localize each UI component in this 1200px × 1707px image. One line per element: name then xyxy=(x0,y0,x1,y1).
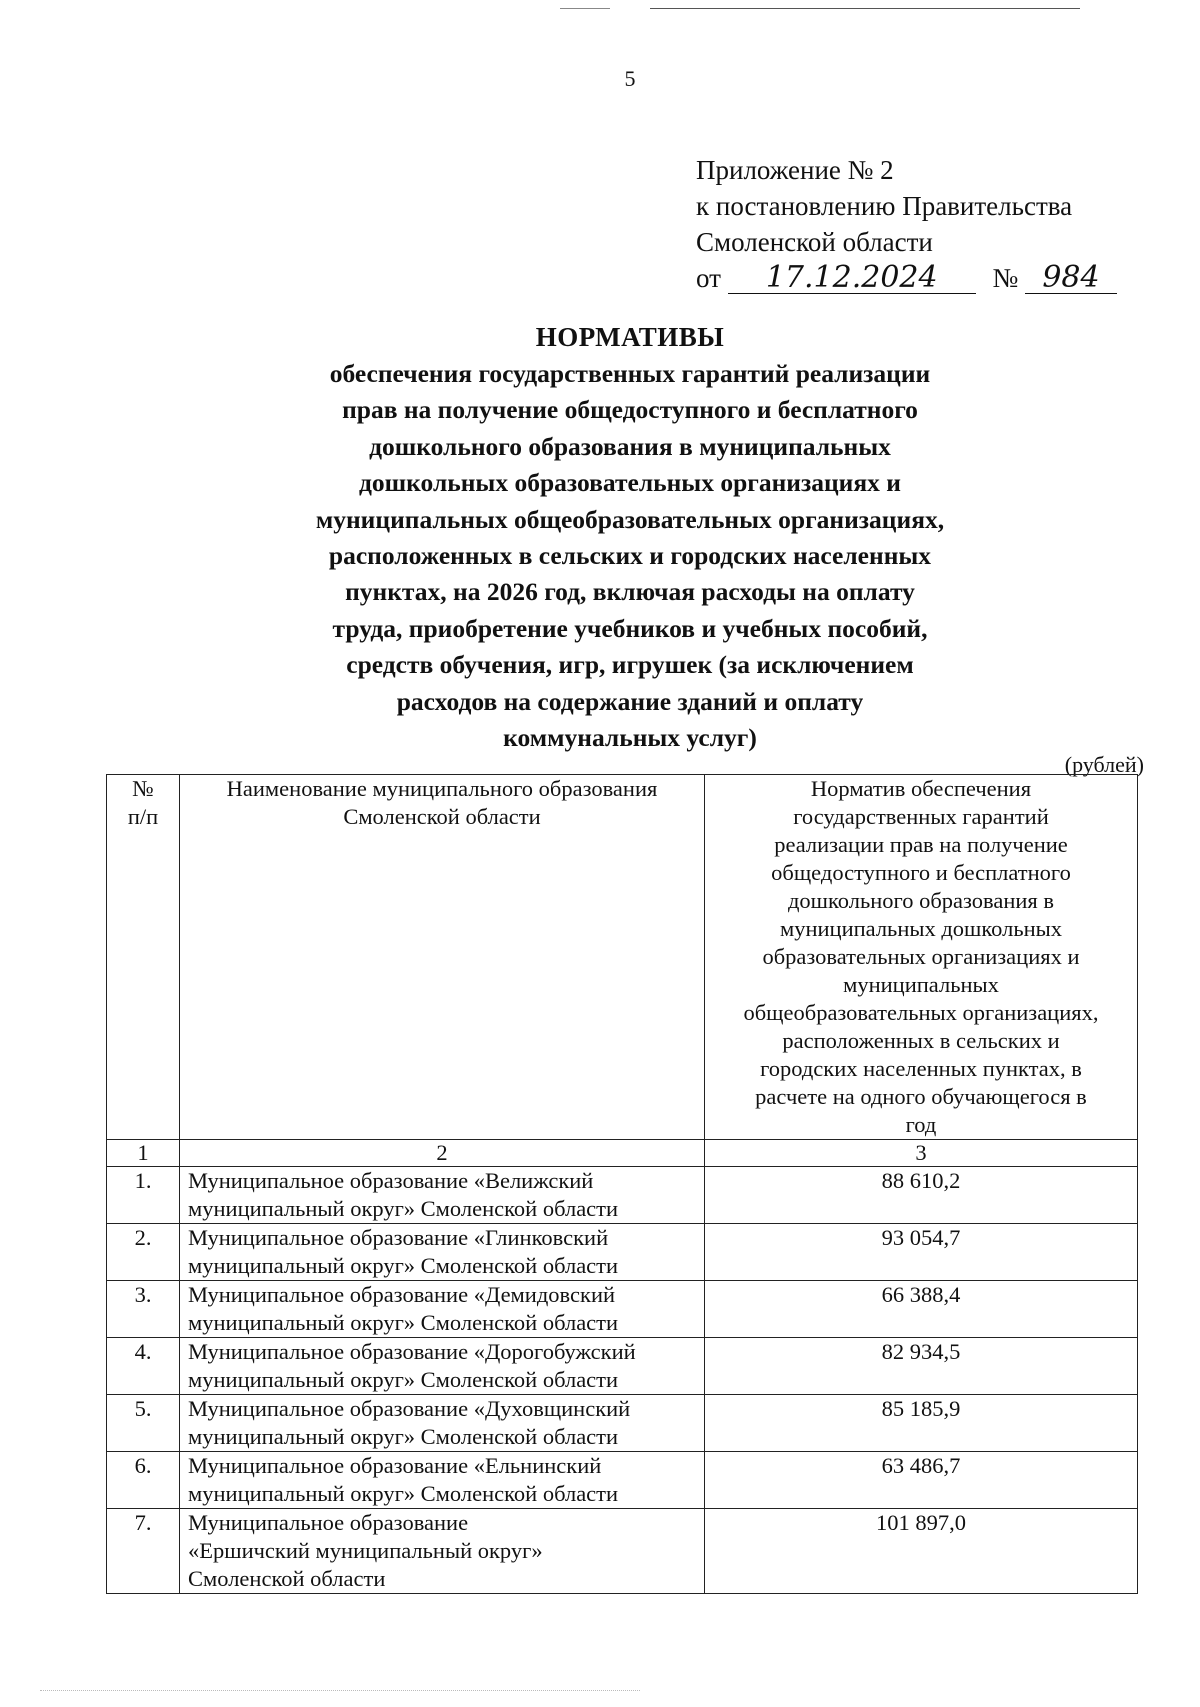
row-municipality-name: Муниципальное образование «Велижский муниципальный округ» Смоленской области xyxy=(180,1167,705,1224)
page-number: 5 xyxy=(624,66,636,91)
table-row xyxy=(107,1281,1138,1338)
title-line: прав на получение общедоступного и бесплатного xyxy=(342,395,918,425)
norms-table xyxy=(106,774,1138,1594)
row-number: 5. xyxy=(107,1395,180,1452)
scan-artifact-line xyxy=(650,8,1080,9)
row-municipality-name: Муниципальное образование «Дорогобужский муниципальный округ» Смоленской области xyxy=(180,1338,705,1395)
title-line: дошкольных образовательных организациях и xyxy=(359,468,901,498)
from-label: от xyxy=(696,263,721,293)
index-cell: 2 xyxy=(180,1140,705,1167)
row-norm-value: 101 897,0 xyxy=(705,1509,1138,1594)
title-line: средств обучения, игр, игрушек (за исключением xyxy=(346,650,914,680)
row-norm-value: 88 610,2 xyxy=(705,1167,1138,1224)
appendix-line-1: Приложение № 2 xyxy=(696,155,894,185)
appendix-block xyxy=(696,152,1117,298)
header-municipality: Наименование муниципального образования Смоленской области xyxy=(180,775,705,1140)
table-row xyxy=(107,1338,1138,1395)
row-number: 7. xyxy=(107,1509,180,1594)
table-row xyxy=(107,1452,1138,1509)
units-label: (рублей) xyxy=(1064,752,1144,777)
row-municipality-name: Муниципальное образование «Демидовский муниципальный округ» Смоленской области xyxy=(180,1281,705,1338)
row-municipality-name: Муниципальное образование «Ершичский муниципальный округ» Смоленской области xyxy=(180,1509,705,1594)
title-line: коммунальных услуг) xyxy=(503,723,757,753)
table-row xyxy=(107,1509,1138,1594)
table-header-row xyxy=(107,775,1138,1140)
title-subtitle xyxy=(250,356,1010,756)
row-norm-value: 66 388,4 xyxy=(705,1281,1138,1338)
table-row xyxy=(107,1167,1138,1224)
table-index-row xyxy=(107,1140,1138,1167)
title-line: труда, приобретение учебников и учебных пособий, xyxy=(332,613,928,643)
appendix-date-number-line xyxy=(696,260,1117,298)
row-number: 3. xyxy=(107,1281,180,1338)
title-line: обеспечения государственных гарантий реализации xyxy=(329,359,931,388)
row-norm-value: 63 486,7 xyxy=(705,1452,1138,1509)
title-main: НОРМАТИВЫ xyxy=(535,322,725,352)
title-line: пунктах, на 2026 год, включая расходы на оплату xyxy=(345,577,915,607)
scan-artifact-footer xyxy=(40,1690,640,1692)
title-line: расходов на содержание зданий и оплату xyxy=(396,686,864,716)
appendix-line-3: Смоленской области xyxy=(696,227,933,257)
handwritten-number: 984 xyxy=(1025,263,1117,294)
title-line: дошкольного образования в муниципальных xyxy=(369,431,891,461)
row-number: 4. xyxy=(107,1338,180,1395)
title-line: муниципальных общеобразовательных организациях, xyxy=(315,504,945,534)
index-cell: 3 xyxy=(705,1140,1138,1167)
scan-artifact-line xyxy=(560,8,610,9)
row-municipality-name: Муниципальное образование «Ельнинский муниципальный округ» Смоленской области xyxy=(180,1452,705,1509)
handwritten-date: 17.12.2024 xyxy=(728,263,976,294)
table-row xyxy=(107,1224,1138,1281)
header-norm: Норматив обеспечения государственных гарантий реализации прав на получение общедоступного и бесплатного дошкольного образования в муниципальных дошкольных образовательных организациях и муниципальных общеобразовательных организациях, расположенных в сельских и городских населенных пунктах, в расчете на одного обучающегося в год xyxy=(705,775,1138,1140)
row-number: 2. xyxy=(107,1224,180,1281)
document-title xyxy=(0,318,1200,756)
table-row xyxy=(107,1395,1138,1452)
appendix-line-2: к постановлению Правительства xyxy=(696,191,1073,221)
row-norm-value: 85 185,9 xyxy=(705,1395,1138,1452)
row-number: 6. xyxy=(107,1452,180,1509)
number-label: № xyxy=(992,263,1019,293)
row-norm-value: 82 934,5 xyxy=(705,1338,1138,1395)
header-number: № п/п xyxy=(107,775,180,1140)
title-line: расположенных в сельских и городских населенных xyxy=(328,541,932,571)
index-cell: 1 xyxy=(107,1140,180,1167)
row-number: 1. xyxy=(107,1167,180,1224)
row-norm-value: 93 054,7 xyxy=(705,1224,1138,1281)
row-municipality-name: Муниципальное образование «Глинковский муниципальный округ» Смоленской области xyxy=(180,1224,705,1281)
row-municipality-name: Муниципальное образование «Духовщинский муниципальный округ» Смоленской области xyxy=(180,1395,705,1452)
